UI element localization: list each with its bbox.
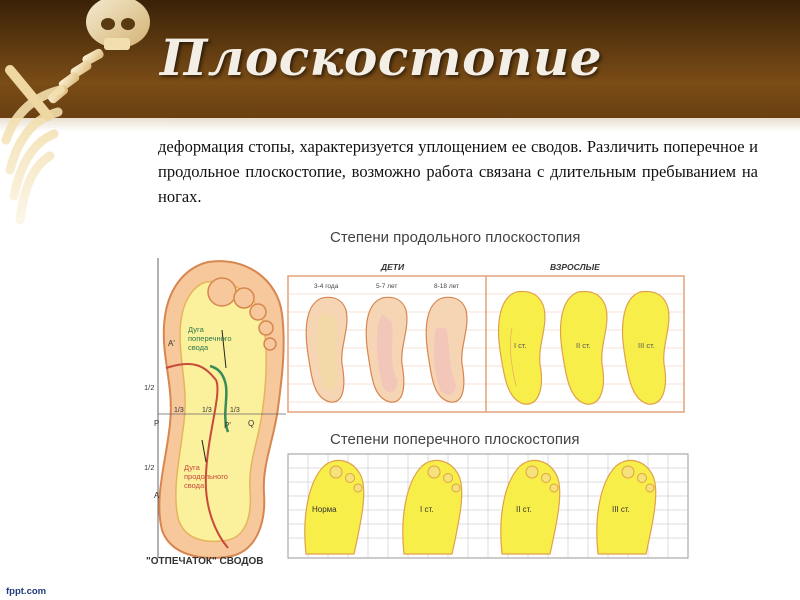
transverse-degree-2: I ст. [420, 505, 434, 514]
transverse-panel [288, 454, 688, 558]
label-adults: ВЗРОСЛЫЕ [550, 262, 600, 272]
label-half-top: 1/2 [144, 383, 155, 392]
toe-1 [208, 278, 236, 306]
adult-degree-2: II ст. [576, 341, 591, 350]
label-third-1: 1/3 [174, 407, 184, 414]
label-half-bottom: 1/2 [144, 463, 155, 472]
label-arch-transverse: Дуга поперечного свода [188, 325, 232, 352]
toe-3 [250, 304, 266, 320]
label-third-2: 1/3 [202, 407, 212, 414]
child-age-1: 3-4 года [314, 283, 339, 290]
label-a-prime: A' [168, 339, 175, 348]
label-p-prime: P' [224, 421, 231, 430]
label-q: Q [248, 419, 255, 428]
toe-5 [264, 338, 276, 350]
flatfoot-figure [136, 218, 696, 576]
child-age-2: 5-7 лет [376, 283, 398, 290]
toe-4 [259, 321, 273, 335]
adult-degree-1: I ст. [514, 341, 527, 350]
child-age-3: 8-18 лет [434, 283, 459, 290]
toe-2 [234, 288, 254, 308]
heading-transverse: Степени поперечного плоскостопия [330, 431, 580, 448]
transverse-degree-3: II ст. [516, 505, 532, 514]
transverse-degree-1: Норма [312, 505, 337, 514]
label-a: A [154, 491, 160, 500]
slide-body-text: деформация стопы, характеризуется уплощением ее сводов. Различить поперечное и продольное плоскостопие, возможно работа связана с длительным пребыванием на ногах. [158, 137, 758, 206]
longitudinal-panel [288, 276, 684, 412]
label-children: ДЕТИ [381, 262, 405, 272]
label-arch-longitudinal: Дуга продольного свода [184, 463, 228, 490]
slide-title: Плоскостопие [160, 28, 603, 87]
transverse-degree-4: III ст. [612, 505, 630, 514]
adult-degree-3: III ст. [638, 341, 655, 350]
label-p: P [154, 419, 160, 428]
label-third-3: 1/3 [230, 407, 240, 414]
caption-footprint: "ОТПЕЧАТОК" СВОДОВ [146, 556, 264, 567]
heading-longitudinal: Степени продольного плоскостопия [330, 229, 581, 246]
arch-footprint-diagram [144, 258, 286, 567]
footer-brand: fppt.com [6, 586, 47, 597]
